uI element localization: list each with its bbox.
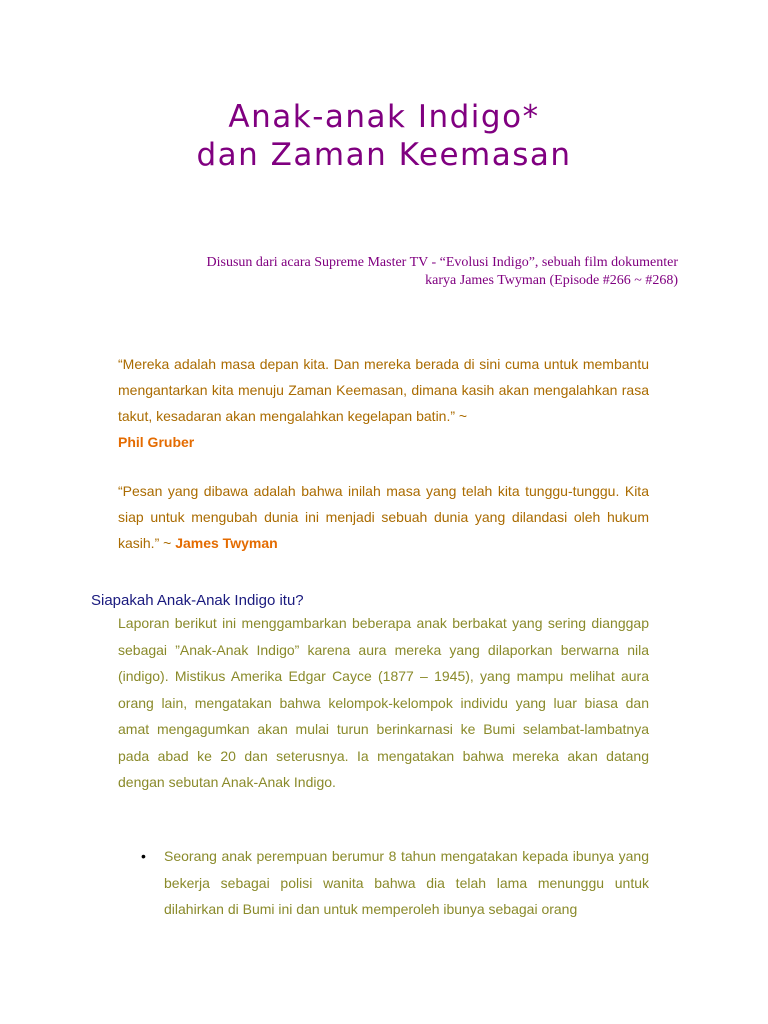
document-subtitle: [118, 254, 678, 290]
bullet-marker: •: [141, 848, 146, 864]
title-line-1: Anak-anak Indigo*: [228, 99, 540, 135]
subtitle-line-1: Disusun dari acara Supreme Master TV - “Evolusi Indigo”, sebuah film dokumenter: [206, 255, 678, 270]
title-line-2: dan Zaman Keemasan: [196, 137, 572, 173]
document-title: [0, 98, 768, 174]
bullet-list: [118, 843, 649, 923]
quote-text: “Pesan yang dibawa adalah bahwa inilah masa yang telah kita tunggu-tunggu. Kita siap untuk mengubah dunia ini menjadi sebuah dunia yang dilandasi oleh hukum kasih.” ~: [118, 483, 649, 551]
quote-text: “Mereka adalah masa depan kita. Dan mereka berada di sini cuma untuk membantu mengantarkan kita menuju Zaman Keemasan, dimana kasih akan mengalahkan rasa takut, kesadaran akan mengalahkan kegelapan batin.” ~: [118, 356, 649, 424]
paragraph-text: Laporan berikut ini menggambarkan beberapa anak berbakat yang sering dianggap sebagai ”Anak-Anak Indigo” karena aura mereka yang dilaporkan berwarna nila (indigo). Mistikus Amerika Edgar Cayce (1877 – 1945), yang mampu melihat aura orang lain, mengatakan bahwa kelompok-kelompok individu yang luar biasa dan amat mengagumkan akan mulai turun berinkarnasi ke Bumi selambat-lambatnya pada abad ke 20 dan seterusnya. Ia mengatakan bahwa mereka akan datang dengan sebutan Anak-Anak Indigo.: [118, 615, 649, 790]
list-item: [118, 843, 649, 923]
subtitle-line-2: karya James Twyman (Episode #266 ~ #268): [425, 273, 678, 288]
body-paragraph: [118, 610, 649, 796]
section-heading: Siapakah Anak-Anak Indigo itu?: [91, 592, 304, 609]
list-item-text: Seorang anak perempuan berumur 8 tahun mengatakan kepada ibunya yang bekerja sebagai polisi wanita bahwa dia telah lama menunggu untuk dilahirkan di Bumi ini dan untuk memperoleh ibunya sebagai orang: [164, 848, 649, 917]
quote-author: Phil Gruber: [118, 434, 195, 450]
quote-block: [118, 351, 649, 455]
quote-block: [118, 478, 649, 556]
quote-author: James Twyman: [175, 535, 278, 551]
